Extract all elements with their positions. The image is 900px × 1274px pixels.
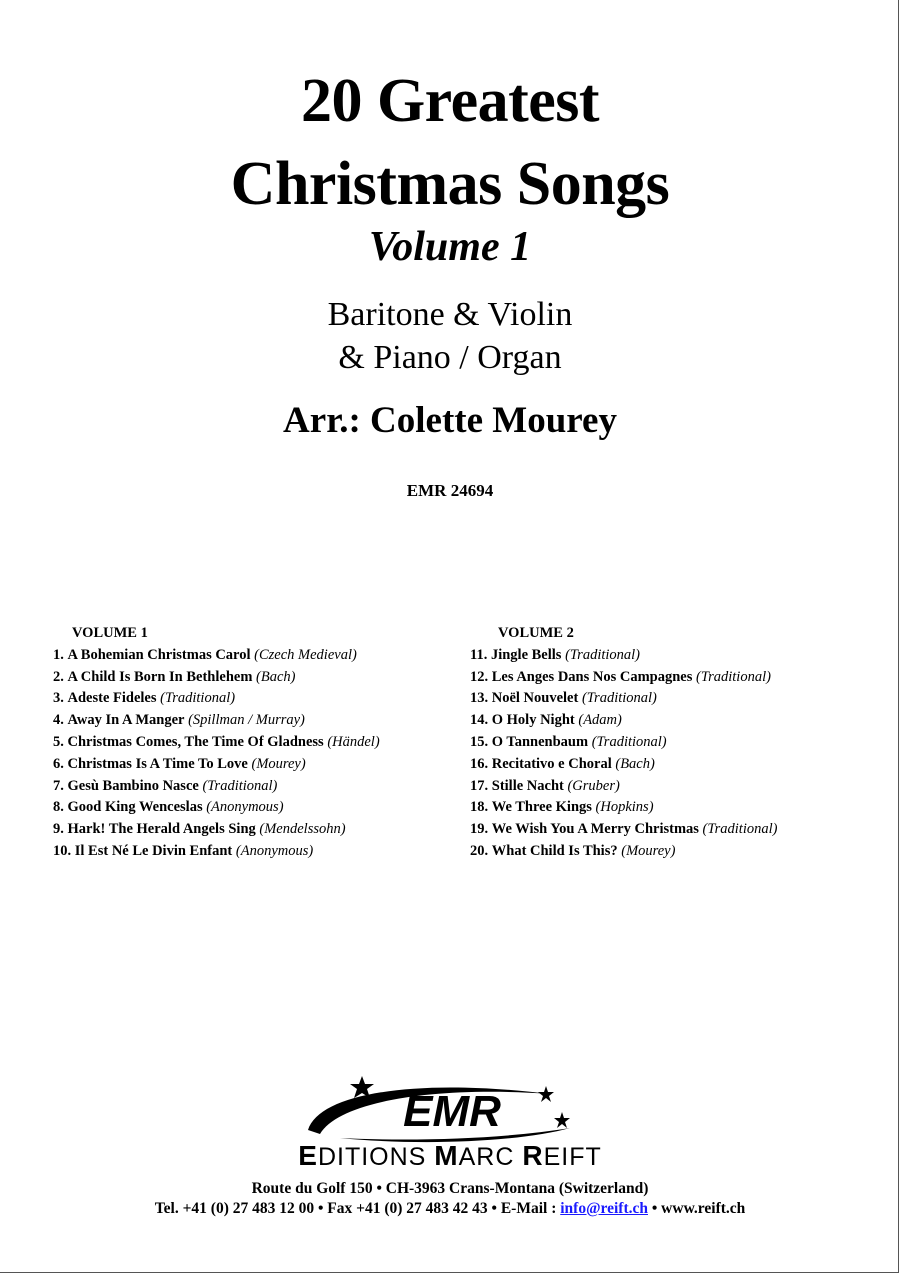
song-number: 2. <box>53 668 64 685</box>
song-composer: (Czech Medieval) <box>254 646 357 663</box>
volume-1-heading: VOLUME 1 <box>72 625 148 641</box>
title-line-1: 20 Greatest <box>300 67 600 135</box>
song-entry <box>53 732 380 754</box>
song-title: A Bohemian Christmas Carol <box>67 646 251 663</box>
volume-2-list <box>470 623 777 863</box>
volume-2-heading: VOLUME 2 <box>498 625 574 641</box>
volume-subtitle: Volume 1 <box>368 224 532 270</box>
song-composer: (Adam) <box>578 712 622 729</box>
song-number: 3. <box>53 690 64 707</box>
song-title: Christmas Is A Time To Love <box>67 755 248 772</box>
song-entry <box>53 797 380 819</box>
song-composer: (Mourey) <box>251 755 306 772</box>
song-number: 12. <box>470 668 489 685</box>
song-entry <box>470 688 777 710</box>
song-entry <box>470 819 777 841</box>
song-composer: (Mourey) <box>621 842 676 859</box>
song-title: A Child Is Born In Bethlehem <box>67 668 253 685</box>
emr-logo <box>300 1072 600 1148</box>
song-title: Gesù Bambino Nasce <box>67 777 199 794</box>
song-composer: (Traditional) <box>202 777 278 794</box>
song-number: 1. <box>53 646 64 663</box>
song-composer: (Anonymous) <box>235 842 314 859</box>
song-composer: (Traditional) <box>702 821 778 838</box>
publisher-initial: M <box>434 1140 459 1171</box>
song-number: 19. <box>470 821 489 838</box>
song-entry <box>53 710 380 732</box>
song-entry <box>53 776 380 798</box>
song-title: O Holy Night <box>491 712 575 729</box>
song-entry <box>53 819 380 841</box>
song-title: Recitativo e Choral <box>491 755 612 772</box>
song-number: 9. <box>53 821 64 838</box>
logo-text: EMR <box>403 1087 501 1136</box>
song-composer: (Traditional) <box>565 646 641 663</box>
publisher-name-part: EIFT <box>543 1143 602 1171</box>
catalog-number: EMR 24694 <box>406 481 494 500</box>
email-link[interactable]: info@reift.ch <box>560 1200 648 1217</box>
song-entry <box>53 645 380 667</box>
song-entry <box>470 710 777 732</box>
arranger: Arr.: Colette Mourey <box>283 400 617 441</box>
instrumentation-line-1: Baritone & Violin <box>327 296 573 333</box>
song-composer: (Hopkins) <box>595 799 654 816</box>
publisher-initial: E <box>298 1140 318 1171</box>
song-number: 18. <box>470 799 489 816</box>
song-composer: (Traditional) <box>581 690 657 707</box>
song-composer: (Traditional) <box>160 690 236 707</box>
song-number: 8. <box>53 799 64 816</box>
song-number: 10. <box>53 842 72 859</box>
star-icon <box>554 1112 570 1128</box>
title-line-2: Christmas Songs <box>230 150 670 218</box>
song-entry <box>470 754 777 776</box>
song-composer: (Händel) <box>327 733 380 750</box>
song-title: Stille Nacht <box>491 777 564 794</box>
star-icon <box>538 1086 554 1102</box>
song-title: O Tannenbaum <box>491 733 589 750</box>
song-entry <box>53 667 380 689</box>
song-composer: (Gruber) <box>567 777 620 794</box>
publisher-name <box>0 1142 900 1170</box>
song-number: 11. <box>470 646 488 663</box>
song-entry <box>53 688 380 710</box>
song-title: Good King Wenceslas <box>67 799 203 816</box>
song-entry <box>470 797 777 819</box>
publisher-contact <box>0 1200 900 1218</box>
instrumentation-line-2: & Piano / Organ <box>338 339 562 376</box>
song-composer: (Traditional) <box>591 733 667 750</box>
song-number: 15. <box>470 733 489 750</box>
song-list <box>470 645 777 863</box>
publisher-name-part: DITIONS <box>317 1143 435 1171</box>
song-entry <box>470 645 777 667</box>
song-entry <box>470 732 777 754</box>
song-composer: (Anonymous) <box>206 799 284 816</box>
contact-website: • www.reift.ch <box>648 1200 746 1217</box>
song-entry <box>470 667 777 689</box>
song-composer: (Bach) <box>256 668 296 685</box>
song-entry <box>470 841 777 863</box>
song-title: We Wish You A Merry Christmas <box>491 821 699 838</box>
song-title: Jingle Bells <box>490 646 562 663</box>
song-number: 14. <box>470 712 489 729</box>
song-list <box>53 645 380 863</box>
song-number: 20. <box>470 842 489 859</box>
song-title: What Child Is This? <box>491 842 618 859</box>
song-title: Hark! The Herald Angels Sing <box>67 821 256 838</box>
song-title: Noël Nouvelet <box>491 690 579 707</box>
song-number: 7. <box>53 777 64 794</box>
contact-phone-fax: Tel. +41 (0) 27 483 12 00 • Fax +41 (0) 27 483 42 43 • E-Mail : <box>154 1200 561 1217</box>
song-composer: (Spillman / Murray) <box>188 712 305 729</box>
publisher-address: Route du Golf 150 • CH-3963 Crans-Montana (Switzerland) <box>251 1180 649 1197</box>
song-title: Christmas Comes, The Time Of Gladness <box>67 733 324 750</box>
song-title: Les Anges Dans Nos Campagnes <box>491 668 693 685</box>
song-entry <box>53 841 380 863</box>
song-title: Away In A Manger <box>67 712 185 729</box>
song-composer: (Traditional) <box>696 668 771 685</box>
song-composer: (Mendelssohn) <box>259 821 346 838</box>
song-entry <box>53 754 380 776</box>
song-composer: (Bach) <box>615 755 655 772</box>
song-number: 17. <box>470 777 489 794</box>
song-entry <box>470 776 777 798</box>
song-number: 16. <box>470 755 489 772</box>
publisher-name-part: ARC <box>458 1143 523 1171</box>
volume-1-list <box>53 623 380 863</box>
song-number: 4. <box>53 712 64 729</box>
song-number: 6. <box>53 755 64 772</box>
song-number: 13. <box>470 690 489 707</box>
song-title: We Three Kings <box>491 799 592 816</box>
song-title: Il Est Né Le Divin Enfant <box>74 842 233 859</box>
song-number: 5. <box>53 733 64 750</box>
publisher-initial: R <box>522 1140 544 1171</box>
song-title: Adeste Fideles <box>67 690 157 707</box>
